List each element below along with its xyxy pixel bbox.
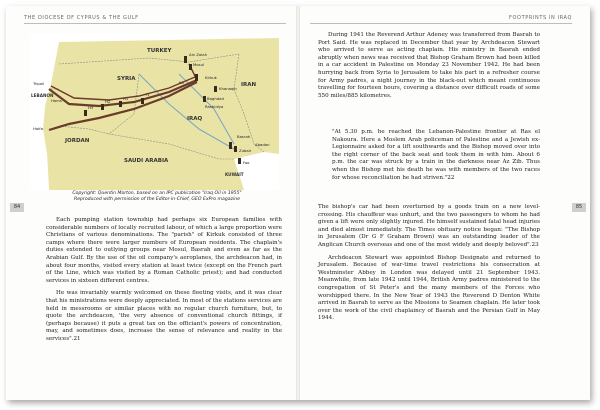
left-head-rule	[24, 23, 286, 24]
right-paragraph-1	[318, 32, 540, 100]
city-baghdad: Baghdad	[207, 96, 224, 101]
station-h2	[101, 104, 104, 110]
right-head-rule	[310, 23, 572, 24]
label-iraq: IRAQ	[187, 116, 203, 122]
book-spread	[6, 6, 590, 400]
left-running-head: THE DIOCESE OF CYPRUS & THE GULF	[24, 15, 139, 21]
station-label-h2: H2	[105, 99, 111, 104]
station-khanaqin	[214, 86, 217, 92]
iraq-pipeline-map	[29, 34, 279, 190]
city-haifa: Haifa	[33, 126, 43, 131]
city-ainzalah: Ain Zalah	[189, 52, 207, 57]
label-turkey: TURKEY	[147, 48, 172, 54]
right-running-head: FOOTPRINTS IN IRAQ	[509, 15, 572, 21]
city-basrah: Basrah	[237, 134, 251, 139]
station-label-h3: H3	[88, 105, 94, 110]
station-kirkuk	[195, 74, 198, 81]
station-label-h1: H1	[123, 96, 129, 101]
right-paragraph-2: The bishop's car had been overturned by a goods train on a new level-crossing. His chauffeur was unhurt, and the two passengers to whom he had given a lift were only slightly injured. He himself sustained fatal head injuries and died almost immediately. The Times obituary notice began: "The Bishop in Jerusalem (Dr G F Graham Brown) was an outstanding leader of the Anglican Church overseas and one of the most widely and deeply beloved".23	[318, 204, 540, 248]
station-label-k3: K3	[179, 80, 184, 85]
right-quote	[332, 129, 540, 182]
station-basrah	[229, 142, 232, 149]
map-caption	[46, 191, 268, 203]
city-rashidiya: Rashidiya	[205, 104, 224, 109]
right-page-number: 85	[572, 203, 586, 212]
station-zubair	[234, 146, 237, 152]
map-caption-line1: Copyright: Quentin Morton, based on an IPC publication "Iraq Oil in 1955"	[72, 191, 242, 196]
station-baghdad	[203, 96, 206, 102]
city-homs: Homs	[51, 98, 62, 103]
left-page	[6, 6, 298, 400]
label-jordan: JORDAN	[65, 138, 90, 144]
left-paragraph-2: He was invariably warmly welcomed on these fleeting visits, and it was clear that his ministrations were deeply appreciated. In most of the stations services are held in messrooms or similar places with no regular church furniture, but, to quote the archdeacon, 'the very absence of conventional church fittings, if (perhaps because) it puts a great tax on the officiant's powers of concentration, may, and sometimes does, increase the sense of relevance and reality in the services".21	[46, 290, 282, 342]
right-paragraph-1-text: During 1941 the Reverend Arthur Adeney was transferred from Basrah to Port Said. He was replaced in December that year by Archdeacon Stewart who arrived to serve as acting chaplain. His ministry in Basrah ended abruptly when news was received that Bishop Graham Brown had been killed in a car accident in Palestine on Monday 23 November 1942. He had been hurrying back from Syria to Jerusalem to take his part in a refresher course for Army padres, a night journey in the black-out which meant continuous travelling for fourteen hours, covering a distance over difficult roads of some 550 miles/885 kilometres.	[318, 32, 540, 99]
right-quote-text: "At 5.30 p.m. he reached the Lebanon-Palestine frontier at Ras el Nakoura. Here a Moslem Arab policeman of Palestine and a Jewish ex-Legionnaire asked for a lift southwards and the Bishop moved over into the right corner of the back seat and took them in with him. About 6 p.m. the car was struck by a train in the darkness near Az Zib. Thus when the Bishop met his death he was with members of the two races for whose reconciliation he had striven."22	[332, 129, 540, 181]
label-syria: SYRIA	[117, 76, 136, 82]
city-zubair: Zubair	[239, 148, 252, 153]
right-paragraph-3: Archdeacon Stewart was appointed Bishop Designate and returned to Jerusalem. Because of war-time travel restrictions his consecration at Westminster Abbey in London was delayed until 21 September 1943. Meanwhile, from late 1942 until 1944, British Army padres ministered to the congregation of St Peter's and the many members of the Forces who worshipped there. In the New Year of 1943 the Reverend D Denton White arrived in Basrah to serve as the Missions to Seamen chaplain. He later took over the work of the civil chaplaincy of Basrah and the Persian Gulf in May 1944.	[318, 254, 540, 322]
right-body-text	[318, 204, 540, 323]
label-iran: IRAN	[241, 82, 257, 88]
label-lebanon: LEBANON	[31, 93, 54, 98]
map-caption-line2: Reproduced with permission of the Editor-in-Chief, GEO ExPro magazine	[74, 197, 240, 202]
station-t1	[141, 98, 144, 104]
left-body-text	[46, 217, 282, 344]
label-saudi-arabia: SAUDI ARABIA	[124, 158, 169, 164]
city-kirkuk: Kirkuk	[205, 75, 217, 80]
city-fao: Fao	[243, 160, 250, 165]
left-paragraph-1: Each pumping station township had perhaps six European families with considerable numbers of locally recruited labour, of which a large proportion were Christians of various denominations. The "parish" of Kirkuk consisted of three camps where there were larger numbers of European residents. The chaplain's duties extended to outlying groups near Mosul, Basrah and even as far as the Arabian Gulf. By the use of the oil company's aeroplanes, the archdeacon had, in about four months, visited every station at least twice (except on the French part of the Line, which was visited by a Roman Catholic priest); and had conducted services in sixteen different centres.	[46, 217, 282, 284]
station-h3	[84, 110, 87, 116]
label-kuwait: KUWAIT	[225, 172, 244, 177]
station-mosul	[189, 64, 192, 70]
city-tripoli: Tripoli	[33, 81, 45, 86]
city-khanaqin: Khanaqin	[219, 86, 237, 91]
city-abadan: Abadan	[255, 142, 270, 147]
right-page	[298, 6, 590, 400]
station-h1	[119, 101, 122, 107]
left-page-number: 84	[10, 203, 24, 212]
city-mosul: Mosul	[193, 62, 205, 67]
station-label-t1: T1	[145, 92, 150, 97]
station-ainzalah	[184, 56, 187, 63]
station-fao	[238, 158, 241, 164]
